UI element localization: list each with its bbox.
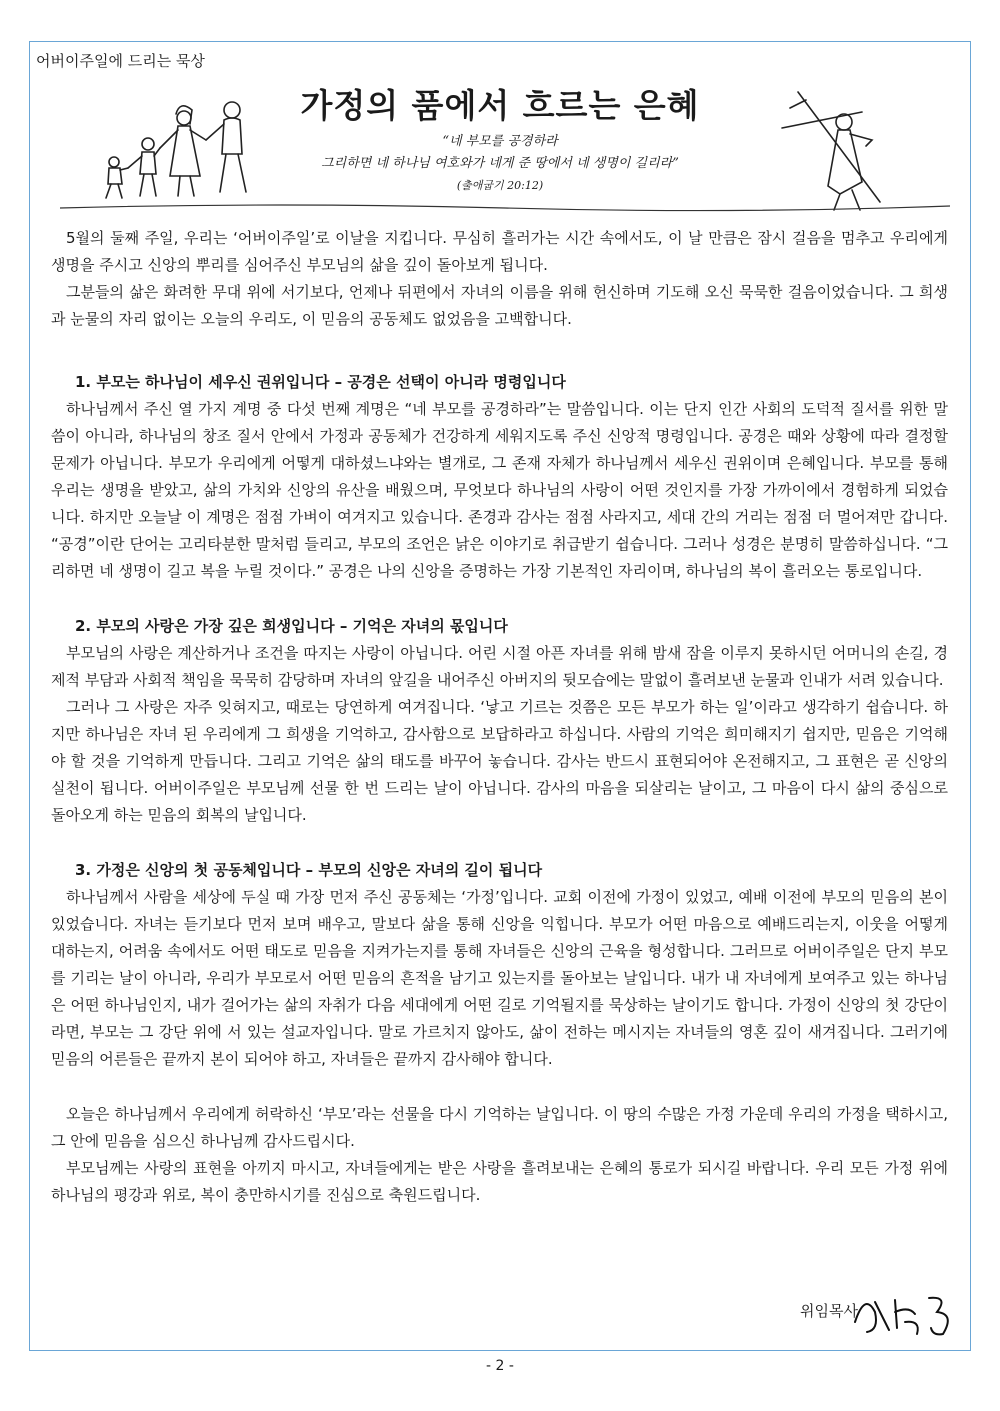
ground-line xyxy=(60,200,950,214)
header-label: 어버이주일에 드리는 묵상 xyxy=(36,52,205,70)
article-body xyxy=(51,225,948,1209)
verse-line-1: “네 부모를 공경하라 xyxy=(442,134,558,149)
section-paragraph: 그러나 그 사랑은 자주 잊혀지고, 때로는 당연하게 여겨집니다. ‘낳고 기르는 것쯤은 모든 부모가 하는 일’이라고 생각하기 쉽습니다. 하지만 하나님은 자녀 된 우리에게 그 희생을 기억하고, 감사함으로 보답하라고 하십니다. 사람의 기억은 희미해지기 쉽지만, 믿음은 기억해야 할 것을 기억하게 만듭니다. 그리고 기억은 삶의 태도를 바꾸어 놓습니다. 감사는 반드시 표현되어야 온전해지고, 그 표현은 곧 신앙의 실천이 됩니다. 어버이주일은 부모님께 선물 한 번 드리는 날이 아닙니다. 감사의 마음을 되살리는 날이고, 그 마음이 다시 삶의 중심으로 돌아오게 하는 믿음의 회복의 날입니다. xyxy=(51,698,948,824)
verse-reference: (출애굽기 20:12) xyxy=(456,179,544,192)
verse-line-2: 그리하면 네 하나님 여호와가 네게 준 땅에서 네 생명이 길리라” xyxy=(321,156,679,171)
section-heading: 1. 부모는 하나님이 세우신 권위입니다 – 공경은 선택이 아니라 명령입니다 xyxy=(75,373,566,391)
section-paragraph: 부모님의 사랑은 계산하거나 조건을 따지는 사랑이 아닙니다. 어린 시절 아픈 자녀를 위해 밤새 잠을 이루지 못하시던 어머니의 손길, 경제적 부담과 사회적 책임을 묵묵히 감당하며 자녀의 앞길을 내어주신 아버지의 뒷모습에는 말없이 흘려보낸 눈물과 인내가 서려 있습니다. xyxy=(51,644,948,689)
intro-paragraph: 5월의 둘째 주일, 우리는 ‘어버이주일’로 이날을 지킵니다. 무심히 흘러가는 시간 속에서도, 이 날 만큼은 잠시 걸음을 멈추고 우리에게 생명을 주시고 신앙의 뿌리를 심어주신 부모님의 삶을 깊이 돌아보게 됩니다. xyxy=(51,229,948,274)
intro-paragraph: 그분들의 삶은 화려한 무대 위에 서기보다, 언제나 뒤편에서 자녀의 이름을 위해 헌신하며 기도해 오신 묵묵한 걸음이었습니다. 그 희생과 눈물의 자리 없이는 오늘의 우리도, 이 믿음의 공동체도 없었음을 고백합니다. xyxy=(51,283,948,328)
closing-paragraph: 부모님께는 사랑의 표현을 아끼지 마시고, 자녀들에게는 받은 사랑을 흘려보내는 은혜의 통로가 되시길 바랍니다. 우리 모든 가정 위에 하나님의 평강과 위로, 복이 충만하시기를 진심으로 축원드립니다. xyxy=(51,1159,948,1204)
handwritten-signature xyxy=(845,1282,960,1340)
page-number: - 2 - xyxy=(486,1358,514,1374)
section-heading: 2. 부모의 사랑은 가장 깊은 희생입니다 – 기억은 자녀의 몫입니다 xyxy=(75,617,508,635)
signature-role: 위임목사 xyxy=(800,1302,858,1320)
page-title: 가정의 품에서 흐르는 은혜 xyxy=(300,86,700,125)
section-heading: 3. 가정은 신앙의 첫 공동체입니다 – 부모의 신앙은 자녀의 길이 됩니다 xyxy=(75,861,543,879)
section-paragraph: 하나님께서 주신 열 가지 계명 중 다섯 번째 계명은 “네 부모를 공경하라”는 말씀입니다. 이는 단지 인간 사회의 도덕적 질서를 위한 말씀이 아니라, 하나님의 창조 질서 안에서 가정과 공동체가 건강하게 세워지도록 주신 신앙적 명령입니다. 공경은 때와 상황에 따라 결정할 문제가 아닙니다. 부모가 우리에게 어떻게 대하셨느냐와는 별개로, 그 존재 자체가 하나님께서 세우신 권위이며 은혜입니다. 부모를 통해 우리는 생명을 받았고, 삶의 가치와 신앙의 유산을 배웠으며, 무엇보다 하나님의 사랑이 어떤 것인지를 가장 가까이에서 경험하게 되었습니다. 하지만 오늘날 이 계명은 점점 가벼이 여겨지고 있습니다. 존경과 감사는 점점 사라지고, 세대 간의 거리는 점점 더 멀어져만 갑니다. “공경”이란 단어는 고리타분한 말처럼 들리고, 부모의 조언은 낡은 이야기로 취급받기 쉽습니다. 그러나 성경은 분명히 말씀하십니다. “그리하면 네 생명이 길고 복을 누릴 것이다.” 공경은 나의 신앙을 증명하는 가장 기본적인 자리이며, 하나님의 복이 흘러오는 통로입니다. xyxy=(51,400,948,580)
closing-paragraph: 오늘은 하나님께서 우리에게 허락하신 ‘부모’라는 선물을 다시 기억하는 날입니다. 이 땅의 수많은 가정 가운데 우리의 가정을 택하시고, 그 안에 믿음을 심으신 하나님께 감사드립시다. xyxy=(51,1105,948,1150)
section-paragraph: 하나님께서 사람을 세상에 두실 때 가장 먼저 주신 공동체는 ‘가정’입니다. 교회 이전에 가정이 있었고, 예배 이전에 부모의 믿음의 본이 있었습니다. 자녀는 듣기보다 먼저 보며 배우고, 말보다 삶을 통해 신앙을 익힙니다. 부모가 어떤 마음으로 예배드리는지, 이웃을 어떻게 대하는지, 어려움 속에서도 어떤 태도로 믿음을 지켜가는지를 통해 자녀들은 신앙의 근육을 형성합니다. 그러므로 어버이주일은 단지 부모를 기리는 날이 아니라, 우리가 부모로서 어떤 믿음의 흔적을 남기고 있는지를 돌아보는 날입니다. 내가 내 자녀에게 보여주고 있는 하나님은 어떤 하나님인지, 내가 걸어가는 삶의 자취가 다음 세대에게 어떤 길로 기억될지를 묵상하는 날이기도 합니다. 가정이 신앙의 첫 강단이라면, 부모는 그 강단 위에 서 있는 설교자입니다. 말로 가르치지 않아도, 삶이 전하는 메시지는 자녀들의 영혼 깊이 새겨집니다. 그러기에 믿음의 어른들은 끝까지 본이 되어야 하고, 자녀들은 끝까지 감사해야 합니다. xyxy=(51,888,948,1068)
